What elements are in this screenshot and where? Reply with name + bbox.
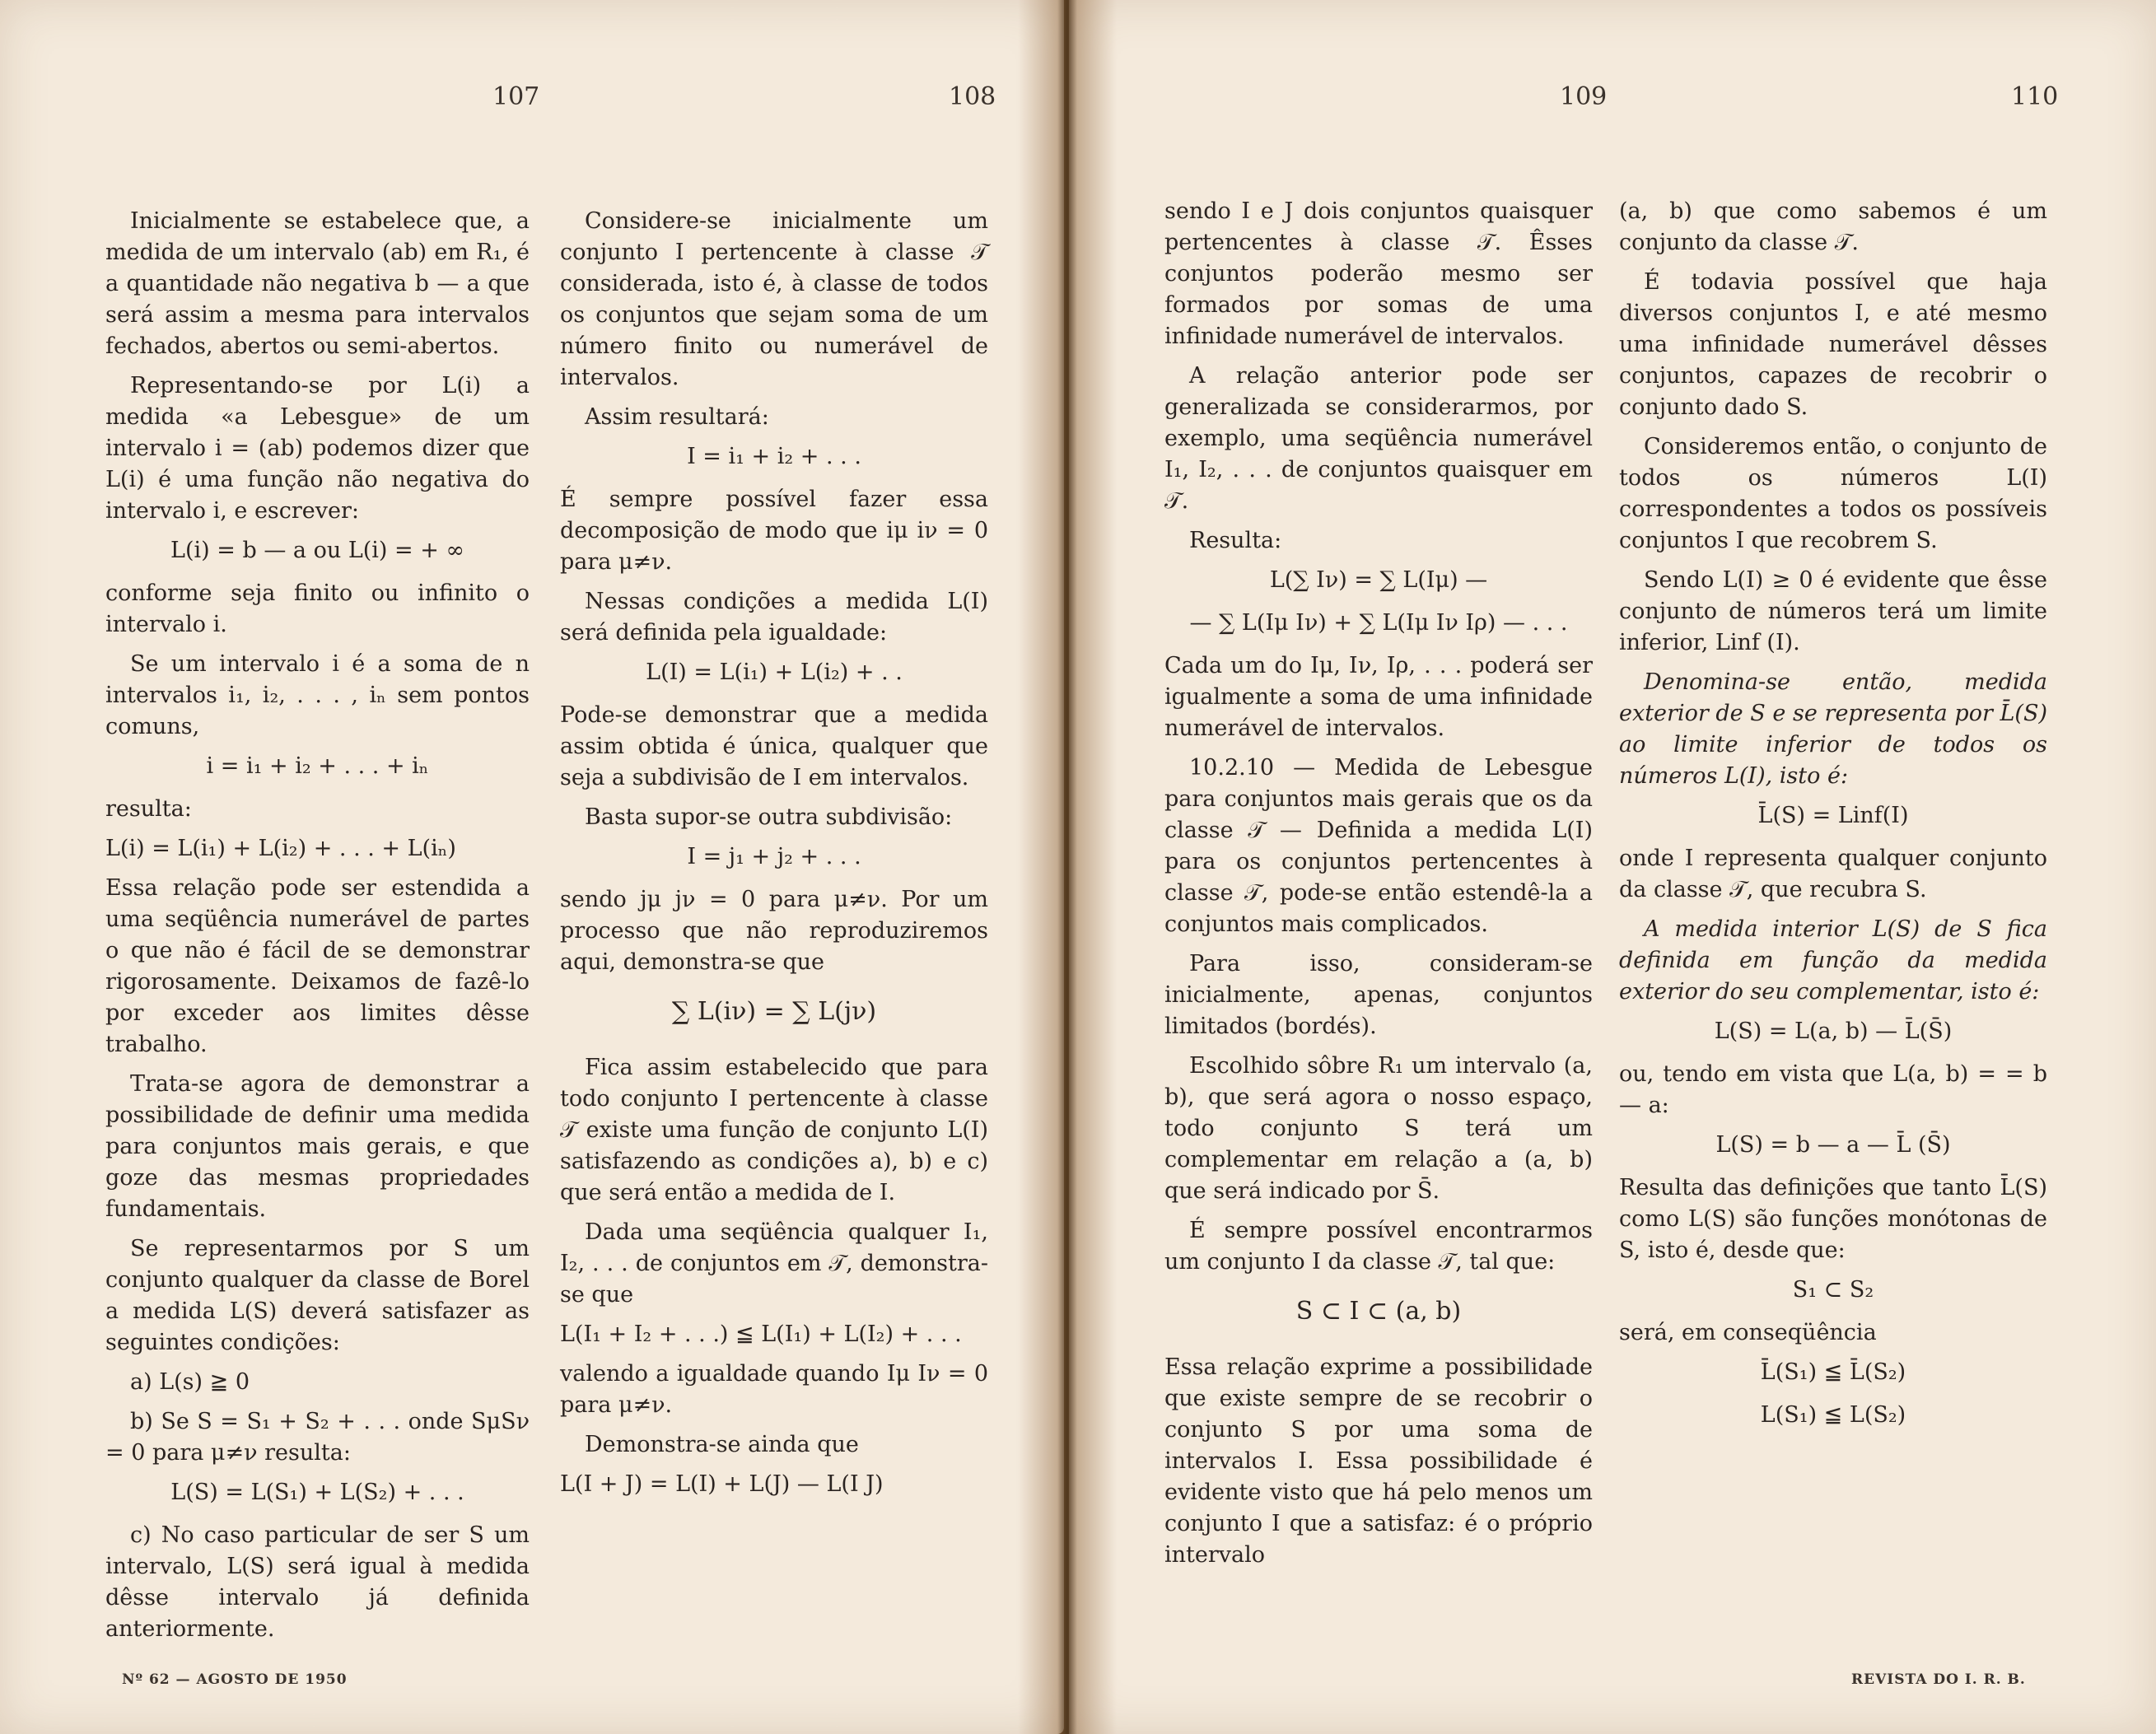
equation: L(∑ Iν) = ∑ L(Iμ) —	[1269, 567, 1488, 593]
definition-exterior-measure: Denomina-se então, medida exterior de S e se representa por L̄(S) ao limite inferior de todos os números L(I), isto é:	[1619, 669, 2047, 789]
paragraph: Demonstra-se ainda que	[585, 1432, 859, 1457]
equation: L(I) = L(i₁) + L(i₂) + . .	[646, 660, 903, 685]
paragraph: É sempre possível encontrarmos um conjunto I da classe 𝒯, tal que:	[1164, 1218, 1593, 1275]
paragraph: Representando-se por L(i) a medida «a Lebesgue» de um intervalo i = (ab) podemos dizer que L(i) é uma função não negativa do intervalo i, e escrever:	[105, 373, 530, 524]
paragraph: conforme seja finito ou infinito o intervalo i.	[105, 580, 530, 637]
equation: — ∑ L(Iμ Iν) + ∑ L(Iμ Iν Iρ) — . . .	[1189, 610, 1568, 636]
paragraph: Para isso, consideram-se inicialmente, apenas, conjuntos limitados (bordés).	[1164, 951, 1593, 1039]
paragraph: Nessas condições a medida L(I) será definida pela igualdade:	[560, 589, 988, 646]
equation: L̄(S) = Linf(I)	[1757, 803, 1909, 828]
equation: L(i) = b — a ou L(i) = + ∞	[170, 538, 464, 563]
paragraph: onde I representa qualquer conjunto da classe 𝒯, que recubra S.	[1619, 846, 2047, 902]
paragraph: sendo I e J dois conjuntos quaisquer pertencentes à classe 𝒯. Êsses conjuntos poderão mesmo ser formados por somas de uma infinidade numerável de intervalos.	[1164, 198, 1593, 349]
paragraph: Assim resultará:	[585, 404, 769, 430]
equation: ∑ L(iν) = ∑ L(jν)	[671, 997, 877, 1026]
paragraph: A relação anterior pode ser generalizada se considerarmos, por exemplo, uma seqüência numerável I₁, I₂, . . . de conjuntos quaisquer em 𝒯.	[1164, 363, 1593, 514]
column-page-107	[105, 206, 530, 1653]
equation: L(I₁ + I₂ + . . .) ≦ L(I₁) + L(I₂) + . . .	[560, 1321, 962, 1347]
equation: L(S₁) ≦ L(S₂)	[1760, 1402, 1906, 1428]
condition-a: a) L(s) ≧ 0	[130, 1369, 250, 1395]
equation: L(I + J) = L(I) + L(J) — L(I J)	[560, 1471, 884, 1497]
paragraph: Inicialmente se estabelece que, a medida de um intervalo (ab) em R₁, é a quantidade não negativa b — a que será assim a mesma para intervalos fechados, abertos ou semi-abertos.	[105, 208, 530, 359]
equation: L(S) = L(a, b) — L̄(S̄)	[1714, 1018, 1953, 1044]
equation: S₁ ⊂ S₂	[1792, 1277, 1874, 1303]
column-page-109	[1164, 196, 1593, 1579]
paragraph: sendo jμ jν = 0 para μ≠ν. Por um processo que não reproduziremos aqui, demonstra-se que	[560, 887, 988, 975]
condition-c: c) No caso particular de ser S um intervalo, L(S) será igual à medida dêsse intervalo já definida anteriormente.	[105, 1522, 530, 1642]
paragraph: Resulta das definições que tanto L̄(S) como L(S) são funções monótonas de S, isto é, desde que:	[1619, 1175, 2047, 1263]
paragraph: Pode-se demonstrar que a medida assim obtida é única, qualquer que seja a subdivisão de I em intervalos.	[560, 702, 988, 790]
paragraph: Escolhido sôbre R₁ um intervalo (a, b), que será agora o nosso espaço, todo conjunto S terá um complementar em relação a (a, b) que será indicado por S̄.	[1164, 1053, 1593, 1204]
paragraph: resulta:	[105, 796, 192, 822]
paragraph: será, em conseqüência	[1619, 1320, 1877, 1345]
equation: S ⊂ I ⊂ (a, b)	[1295, 1297, 1462, 1326]
paragraph: Cada um do Iμ, Iν, Iρ, . . . poderá ser igualmente a soma de uma infinidade numerável de intervalos.	[1164, 653, 1593, 741]
paragraph: Considere-se inicialmente um conjunto I pertencente à classe 𝒯 considerada, isto é, à classe de todos os conjuntos que sejam soma de um número finito ou numerável de intervalos.	[560, 208, 988, 390]
page-number-107: 107	[492, 82, 540, 111]
paragraph: Fica assim estabelecido que para todo conjunto I pertencente à classe 𝒯 existe uma função de conjunto L(I) satisfazendo as condições a), b) e c) que será então a medida de I.	[560, 1055, 988, 1205]
footer-journal: REVISTA DO I. R. B.	[1851, 1671, 2026, 1688]
equation: L(S) = L(S₁) + L(S₂) + . . .	[170, 1480, 464, 1505]
paragraph: (a, b) que como sabemos é um conjunto da classe 𝒯.	[1619, 198, 2047, 255]
paragraph: ou, tendo em vista que L(a, b) = = b — a:	[1619, 1061, 2047, 1118]
footer-issue: Nº 62 — AGOSTO DE 1950	[122, 1671, 348, 1688]
page-number-110: 110	[2011, 82, 2059, 111]
equation: I = i₁ + i₂ + . . .	[687, 444, 861, 469]
paragraph: Essa relação exprime a possibilidade que existe sempre de se recobrir o conjunto S por uma soma de intervalos I. Essa possibilidade é evidente visto que há pelo menos um conjunto I que a satisfaz: é o próprio intervalo	[1164, 1354, 1593, 1568]
paragraph: Resulta:	[1189, 528, 1282, 553]
paragraph: É todavia possível que haja diversos conjuntos I, e até mesmo uma infinidade numerável dêsses conjuntos, capazes de recobrir o conjunto dado S.	[1619, 269, 2047, 420]
equation: L̄(S₁) ≦ L̄(S₂)	[1760, 1359, 1906, 1385]
page-number-109: 109	[1560, 82, 1608, 111]
paragraph: Se um intervalo i é a soma de n intervalos i₁, i₂, . . . , iₙ sem pontos comuns,	[105, 651, 530, 739]
paragraph: Basta supor-se outra subdivisão:	[585, 804, 953, 830]
equation: L(i) = L(i₁) + L(i₂) + . . . + L(iₙ)	[105, 836, 456, 861]
paragraph: Consideremos então, o conjunto de todos os números L(I) correspondentes a todos os possíveis conjuntos I que recobrem S.	[1619, 434, 2047, 553]
column-page-110	[1619, 196, 2047, 1443]
equation: L(S) = b — a — L̄ (S̄)	[1715, 1132, 1951, 1158]
section-heading-10-2-10: 10.2.10 — Medida de Lebesgue para conjuntos mais gerais que os da classe 𝒯 — Definida a medida L(I) para os conjuntos pertencentes à classe 𝒯, pode-se então estendê-la a conjuntos mais complicados.	[1164, 755, 1593, 937]
paragraph: Essa relação pode ser estendida a uma seqüência numerável de partes o que não é fácil de se demonstrar rigorosamente. Deixamos de fazê-lo por exceder aos limites dêsse trabalho.	[105, 875, 530, 1057]
paragraph: Sendo L(I) ≥ 0 é evidente que êsse conjunto de números terá um limite inferior, Linf (I).	[1619, 567, 2047, 655]
paragraph: Se representarmos por S um conjunto qualquer da classe de Borel a medida L(S) deverá satisfazer as seguintes condições:	[105, 1236, 530, 1355]
column-page-108	[560, 206, 988, 1508]
condition-b: b) Se S = S₁ + S₂ + . . . onde SμSν = 0 para μ≠ν resulta:	[105, 1409, 530, 1466]
definition-interior-measure: A medida interior L(S) de S fica definida em função da medida exterior do seu complementar, isto é:	[1619, 916, 2047, 1005]
equation: I = j₁ + j₂ + . . .	[687, 844, 861, 869]
equation: i = i₁ + i₂ + . . . + iₙ	[206, 753, 429, 779]
paragraph: É sempre possível fazer essa decomposição de modo que iμ iν = 0 para μ≠ν.	[560, 487, 988, 575]
paragraph: Trata-se agora de demonstrar a possibilidade de definir uma medida para conjuntos mais gerais, e que goze das mesmas propriedades fundamentais.	[105, 1071, 530, 1222]
paragraph: Dada uma seqüência qualquer I₁, I₂, . . . de conjuntos em 𝒯, demonstra-se que	[560, 1219, 988, 1307]
page-number-108: 108	[949, 82, 996, 111]
paragraph: valendo a igualdade quando Iμ Iν = 0 para μ≠ν.	[560, 1361, 988, 1418]
